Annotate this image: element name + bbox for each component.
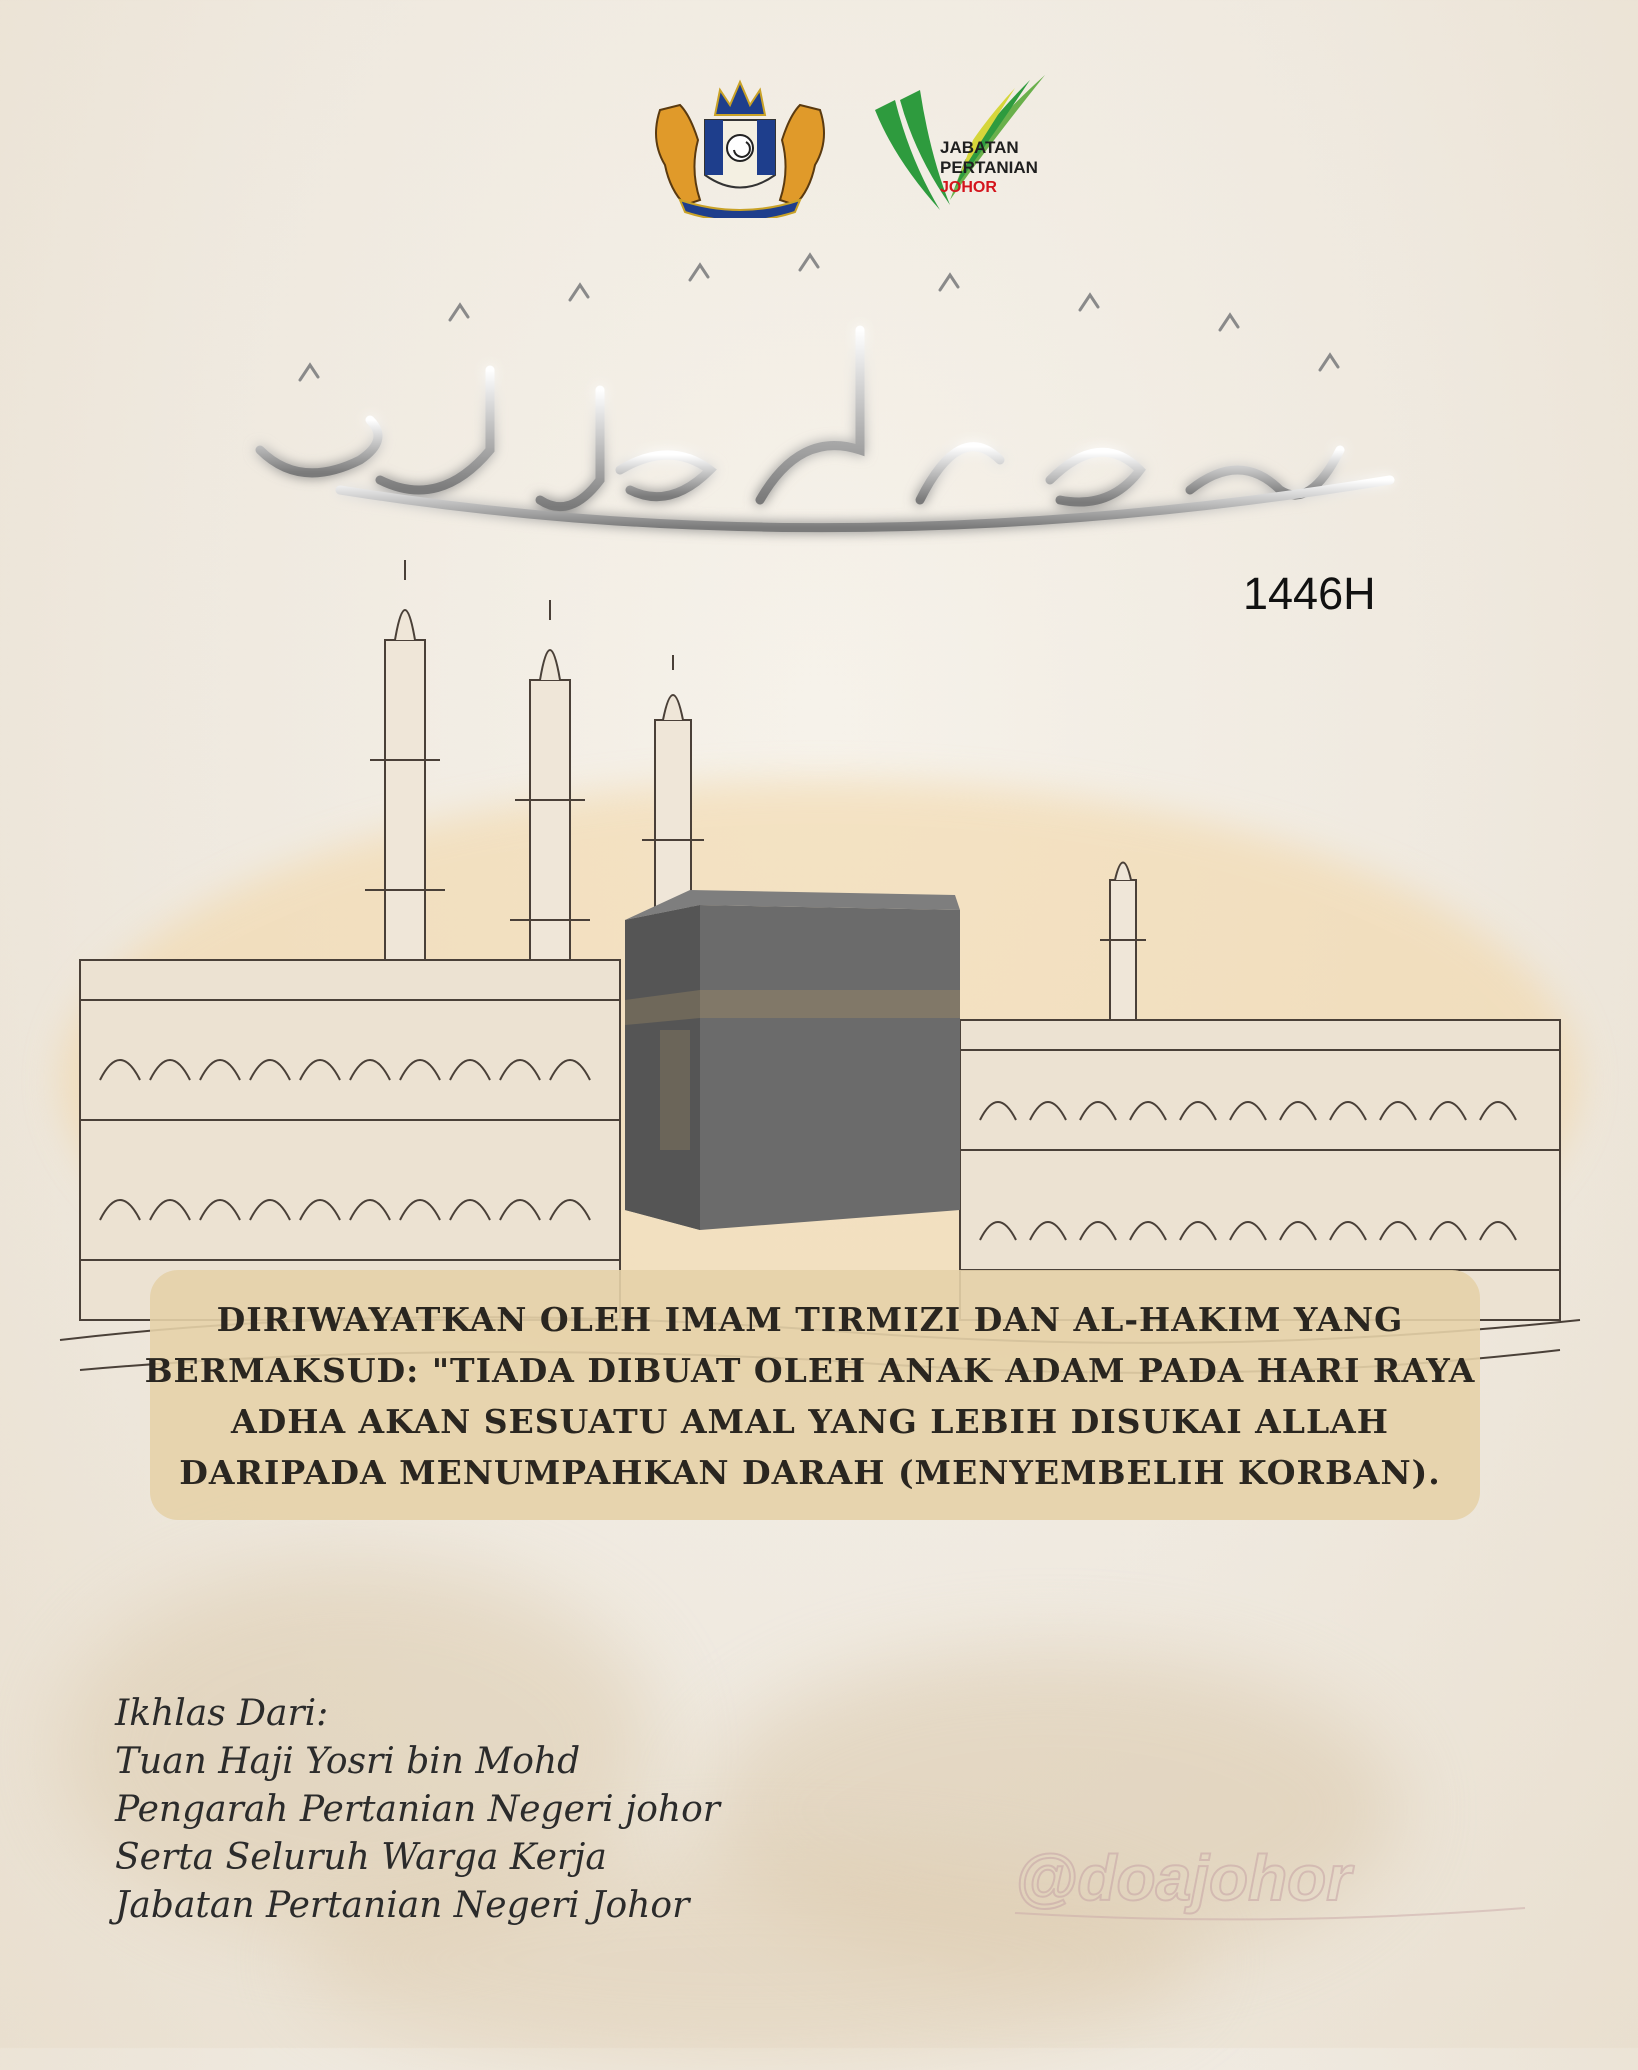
department-name-line2: PERTANIAN xyxy=(940,158,1038,177)
sender-block xyxy=(115,1690,720,1930)
quote-line: DIRIWAYATKAN OLEH IMAM TIRMIZI DAN AL-HAKIM YANG xyxy=(216,1299,1404,1339)
department-name-line3: JOHOR xyxy=(940,179,997,196)
kaaba-icon xyxy=(625,890,960,1230)
sender-line: Tuan Haji Yosri bin Mohd xyxy=(115,1741,581,1782)
doajohor-watermark xyxy=(1005,1838,1535,1928)
department-name-line1: JABATAN xyxy=(940,138,1019,157)
department-name xyxy=(940,138,1038,198)
sender-line: Pengarah Pertanian Negeri johor xyxy=(115,1789,720,1830)
kaaba-masjidil-haram-sketch-icon xyxy=(0,560,1638,1390)
hadith-quote xyxy=(110,1268,1510,1523)
sender-line: Jabatan Pertanian Negeri Johor xyxy=(115,1885,690,1926)
sender-line: Serta Seluruh Warga Kerja xyxy=(115,1837,607,1878)
header-logos xyxy=(640,70,1080,220)
quote-line: BERMAKSUD: "TIADA DIBUAT OLEH ANAK ADAM PADA HARI RAYA xyxy=(144,1350,1476,1390)
quote-text xyxy=(110,1294,1510,1498)
hijri-year: 1446H xyxy=(1243,568,1376,619)
quote-line: ADHA AKAN SESUATU AMAL YANG LEBIH DISUKAI ALLAH xyxy=(231,1401,1389,1441)
quote-line: DARIPADA MENUMPAHKAN DARAH (MENYEMBELIH KORBAN). xyxy=(179,1452,1441,1492)
sender-line: Ikhlas Dari: xyxy=(115,1693,329,1734)
watermark-text: @doajohor xyxy=(1015,1842,1352,1914)
eid-calligraphy-icon xyxy=(240,250,1420,580)
johor-state-crest-icon xyxy=(640,70,840,218)
